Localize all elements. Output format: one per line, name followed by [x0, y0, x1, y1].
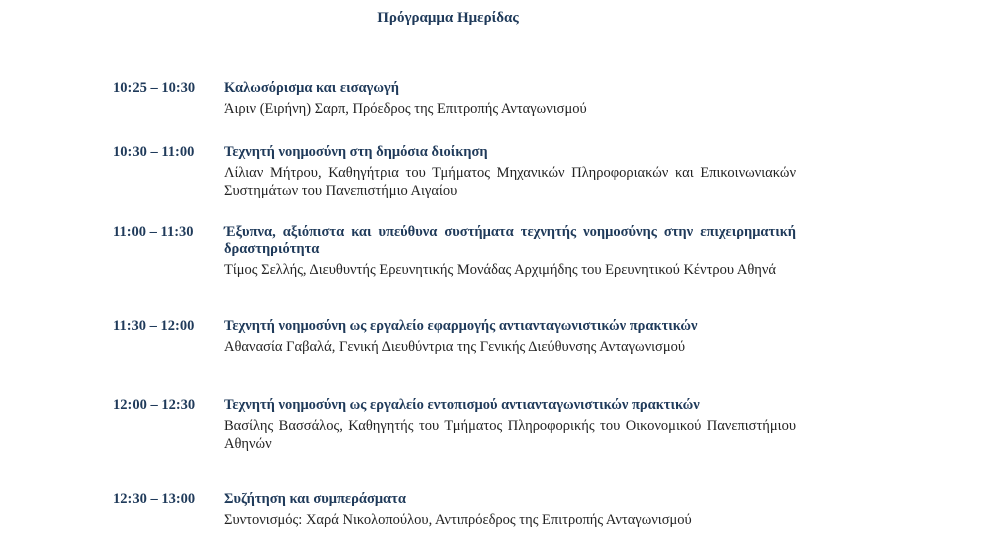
session-time: 11:00 – 11:30	[113, 224, 194, 240]
session-speaker: Αθανασία Γαβαλά, Γενική Διευθύντρια της Γενικής Διεύθυνσης Ανταγωνισμού	[224, 339, 686, 355]
session-time: 11:30 – 12:00	[113, 318, 195, 334]
session-content	[224, 397, 796, 453]
session-speaker: Συντονισμός: Χαρά Νικολοπούλου, Αντιπρόεδρος της Επιτροπής Ανταγωνισμού	[224, 512, 692, 528]
session-title: Τεχνητή νοημοσύνη στη δημόσια διοίκηση	[224, 144, 488, 160]
session-title: Καλωσόρισμα και εισαγωγή	[224, 80, 399, 96]
session-title: Τεχνητή νοημοσύνη ως εργαλείο εντοπισμού αντιανταγωνιστικών πρακτικών	[224, 397, 700, 413]
page-title: Πρόγραμμα Ημερίδας	[377, 10, 519, 26]
session-speaker: Λίλιαν Μήτρου, Καθηγήτρια του Τμήματος Μηχανικών Πληροφοριακών και Επικοινωνιακών Συστημάτων του Πανεπιστήμιο Αιγαίου	[224, 165, 796, 199]
session-speaker: Άιριν (Ειρήνη) Σαρπ, Πρόεδρος της Επιτροπής Ανταγωνισμού	[224, 101, 587, 117]
session-content	[224, 224, 796, 279]
session-time: 12:30 – 13:00	[113, 491, 196, 507]
session-content	[224, 318, 796, 356]
session-title: Συζήτηση και συμπεράσματα	[224, 491, 406, 507]
session-title: Έξυπνα, αξιόπιστα και υπεύθυνα συστήματα τεχνητής νοημοσύνης στην επιχειρηματική δραστηριότητα	[224, 224, 796, 257]
session-time: 10:25 – 10:30	[113, 80, 196, 96]
session-content	[224, 144, 796, 200]
session-time: 10:30 – 11:00	[113, 144, 195, 160]
session-speaker: Βασίλης Βασσάλος, Καθηγητής του Τμήματος Πληροφορικής του Οικονομικού Πανεπιστήμιου Αθηνών	[224, 418, 796, 452]
session-title: Τεχνητή νοημοσύνη ως εργαλείο εφαρμογής αντιανταγωνιστικών πρακτικών	[224, 318, 698, 334]
session-content	[224, 491, 796, 529]
session-content	[224, 80, 796, 118]
session-speaker: Τίμος Σελλής, Διευθυντής Ερευνητικής Μονάδας Αρχιμήδης του Ερευνητικού Κέντρου Αθηνά	[224, 262, 777, 278]
session-time: 12:00 – 12:30	[113, 397, 196, 413]
